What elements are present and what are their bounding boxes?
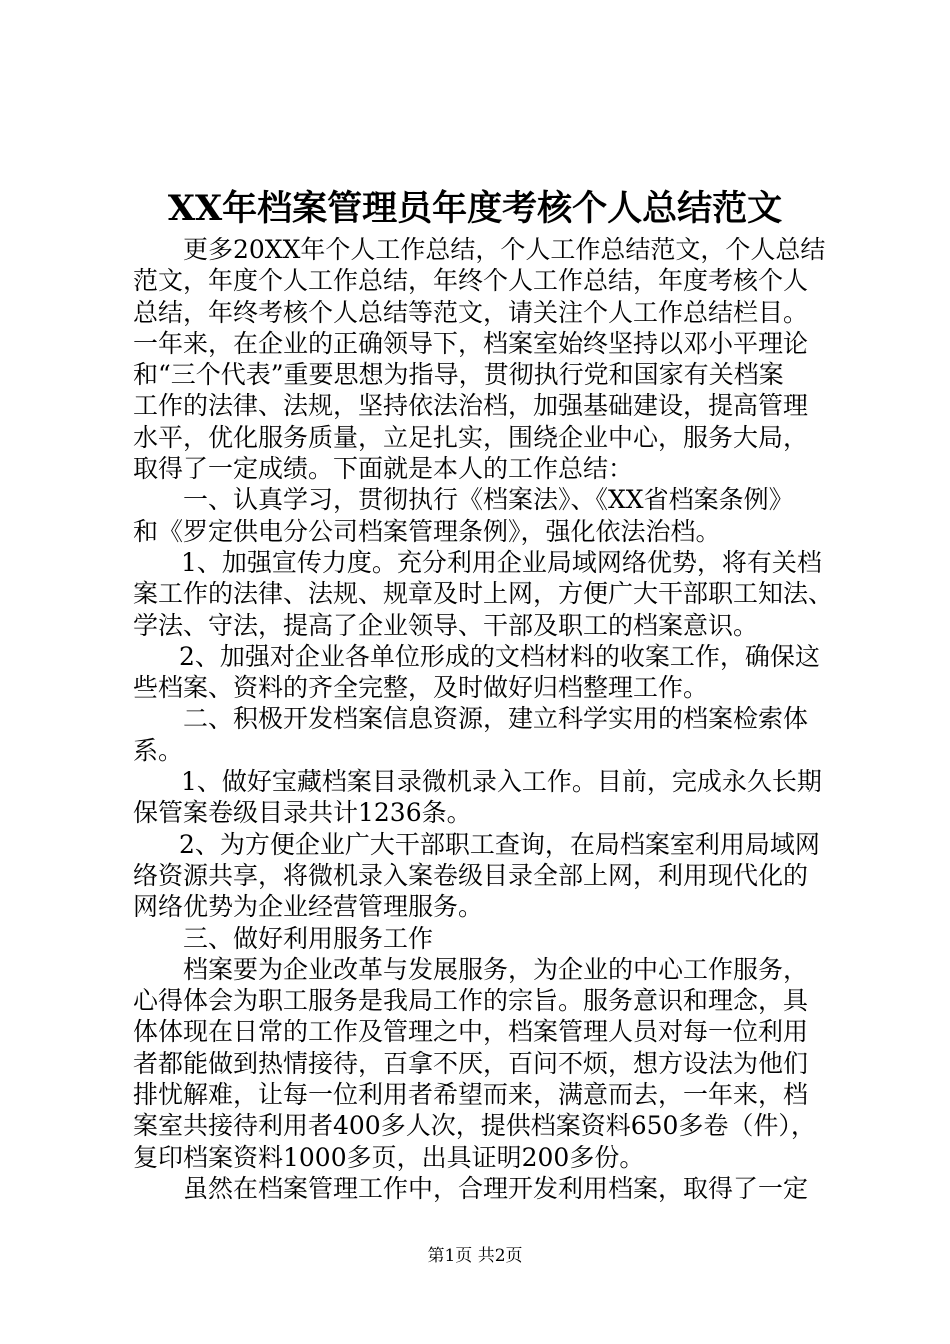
- text-line: 复印档案资料1000多页，出具证明200多份。: [133, 1142, 645, 1172]
- text-line: 2、加强对企业各单位形成的文档材料的收案工作，确保这: [179, 641, 820, 671]
- text-line: 取得了一定成绩。下面就是本人的工作总结：: [133, 454, 634, 484]
- text-line: 系。: [133, 735, 184, 765]
- text-line: 排忧解难，让每一位利用者希望而来，满意而去，一年来，档: [133, 1080, 809, 1110]
- text-line: 和《罗定供电分公司档案管理条例》，强化依法治档。: [133, 516, 721, 546]
- text-line: 二、积极开发档案信息资源，建立科学实用的档案检索体: [183, 704, 809, 734]
- text-line: 工作的法律、法规，坚持依法治档，加强基础建设，提高管理: [133, 391, 809, 421]
- text-line: 保管案卷级目录共计1236条。: [133, 798, 472, 828]
- text-line: 更多20XX年个人工作总结，个人工作总结范文，个人总结: [183, 235, 826, 264]
- text-line: 档案要为企业改革与发展服务，为企业的中心工作服务，: [183, 954, 809, 984]
- text-line: 1、做好宝藏档案目录微机录入工作。目前，完成永久长期: [181, 767, 822, 797]
- page-number-footer: 第1页 共2页: [427, 1246, 523, 1266]
- text-line: 体体现在日常的工作及管理之中，档案管理人员对每一位利用: [133, 1017, 809, 1047]
- text-line: 1、加强宣传力度。充分利用企业局域网络优势，将有关档: [181, 547, 822, 577]
- text-line: 一年来，在企业的正确领导下，档案室始终坚持以邓小平理论: [133, 328, 809, 358]
- text-line: 心得体会为职工服务是我局工作的宗旨。服务意识和理念，具: [133, 986, 809, 1016]
- text-line: 三、做好利用服务工作: [183, 923, 434, 953]
- text-line: 范文，年度个人工作总结，年终个人工作总结，年度考核个人: [133, 266, 809, 296]
- document-title: XX年档案管理员年度考核个人总结范文: [167, 188, 783, 229]
- text-line: 案工作的法律、法规、规章及时上网，方便广大干部职工知法、: [133, 579, 834, 609]
- document-body: [133, 234, 833, 1204]
- text-line: 和“三个代表”重要思想为指导，贯彻执行党和国家有关档案: [133, 360, 784, 390]
- text-line: 一、认真学习，贯彻执行《档案法》、《XX省档案条例》: [183, 485, 794, 515]
- text-line: 案室共接待利用者400多人次，提供档案资料650多卷（件），: [133, 1111, 816, 1141]
- text-line: 些档案、资料的齐全完整，及时做好归档整理工作。: [133, 673, 709, 703]
- text-line: 络资源共享，将微机录入案卷级目录全部上网，利用现代化的: [133, 860, 809, 890]
- text-line: 总结，年终考核个人总结等范文，请关注个人工作总结栏目。: [133, 297, 809, 327]
- text-line: 虽然在档案管理工作中，合理开发利用档案，取得了一定: [183, 1173, 809, 1203]
- text-line: 学法、守法，提高了企业领导、干部及职工的档案意识。: [133, 610, 759, 640]
- text-line: 2、为方便企业广大干部职工查询，在局档案室利用局域网: [179, 829, 820, 859]
- text-line: 者都能做到热情接待，百拿不厌，百问不烦，想方设法为他们: [133, 1048, 809, 1078]
- text-line: 网络优势为企业经营管理服务。: [133, 892, 484, 922]
- text-line: 水平，优化服务质量，立足扎实，围绕企业中心，服务大局，: [133, 422, 809, 452]
